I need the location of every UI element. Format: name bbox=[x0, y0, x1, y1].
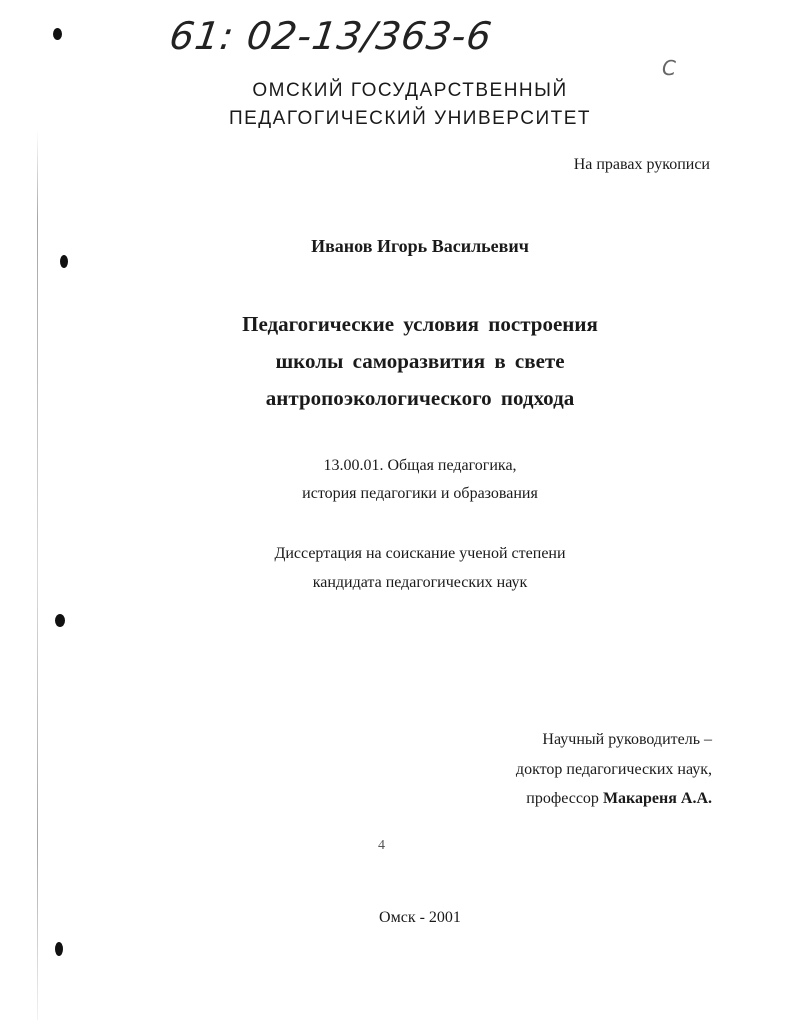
manuscript-note: На правах рукописи bbox=[573, 156, 710, 173]
punch-hole-mark bbox=[55, 614, 65, 627]
degree-line1: Диссертация на соискание ученой степени bbox=[274, 545, 566, 562]
adviser-line2: доктор педагогических наук, bbox=[515, 761, 712, 778]
handwritten-archive-code: 61: 02-13/363-6 bbox=[166, 14, 495, 58]
author-name: Иванов Игорь Васильевич bbox=[311, 236, 529, 256]
punch-hole-mark bbox=[53, 28, 62, 40]
scan-margin-line bbox=[37, 130, 38, 1020]
degree-line2: кандидата педагогических наук bbox=[312, 574, 528, 591]
city-year: Омск - 2001 bbox=[379, 909, 461, 926]
adviser-line1: Научный руководитель – bbox=[542, 731, 712, 748]
thesis-title-line2: школы саморазвития в свете bbox=[275, 349, 565, 373]
specialty-line1: 13.00.01. Общая педагогика, bbox=[323, 457, 517, 474]
university-name-line2: ПЕДАГОГИЧЕСКИЙ УНИВЕРСИТЕТ bbox=[228, 108, 592, 129]
stray-pencil-mark: 4 bbox=[378, 838, 385, 853]
university-name-line1: ОМСКИЙ ГОСУДАРСТВЕННЫЙ bbox=[252, 80, 568, 101]
punch-hole-mark bbox=[55, 942, 63, 956]
adviser-name: Макареня А.А. bbox=[602, 790, 712, 807]
adviser-title: профессор bbox=[526, 790, 599, 807]
specialty-line2: история педагогики и образования bbox=[302, 485, 538, 502]
thesis-title-line3: антропоэкологического подхода bbox=[265, 386, 575, 410]
adviser-line3 bbox=[526, 790, 712, 808]
punch-hole-mark bbox=[60, 255, 68, 268]
corner-pencil-mark: С bbox=[662, 56, 676, 80]
thesis-title-line1: Педагогические условия построения bbox=[242, 312, 598, 336]
